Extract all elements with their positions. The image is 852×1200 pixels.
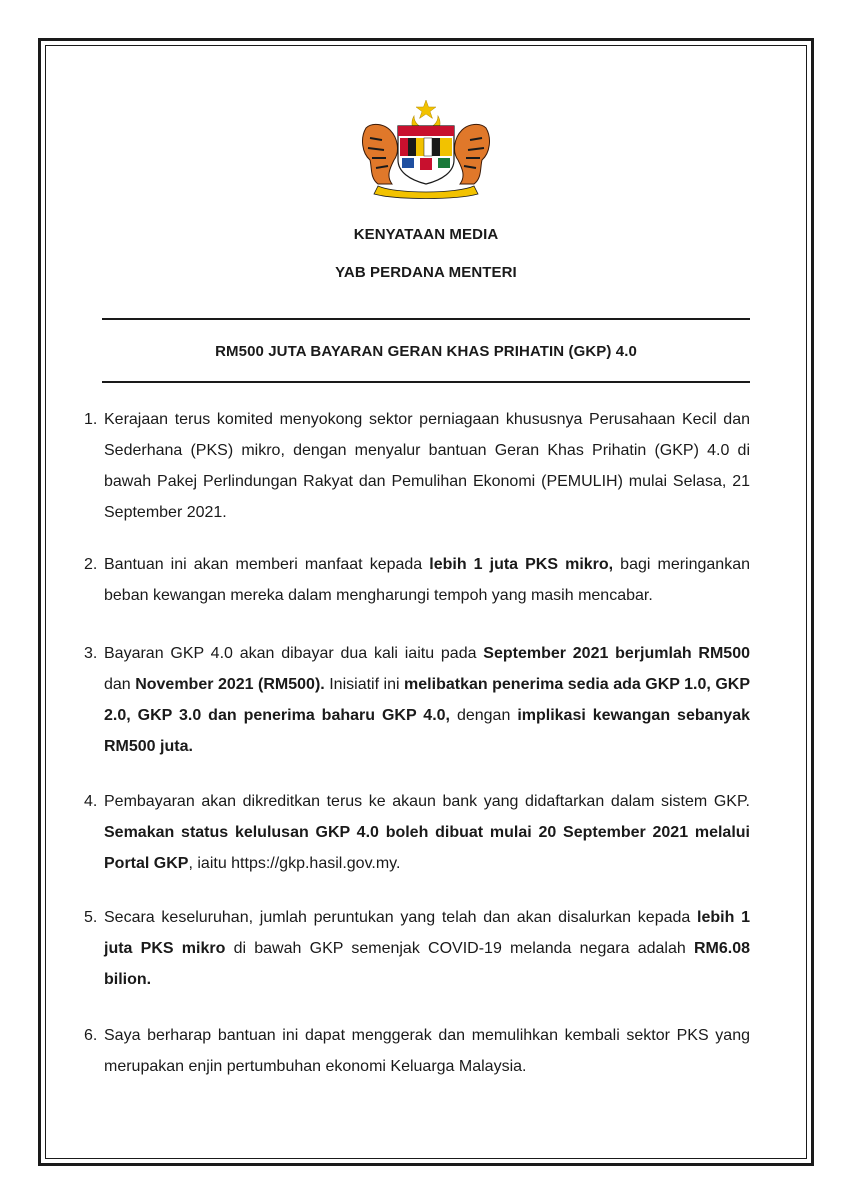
- paragraph-number: 6.: [84, 1027, 98, 1044]
- paragraph-text: Saya berharap bantuan ini dapat menggerak dan memulihkan kembali sektor PKS yang merupakan enjin pertumbuhan ekonomi Keluarga Malaysia.: [104, 1027, 750, 1075]
- document-subtitle: YAB PERDANA MENTERI: [335, 264, 517, 281]
- paragraph-number: 4.: [84, 793, 98, 810]
- paragraph-number: 3.: [84, 645, 98, 662]
- paragraph-6: [84, 1020, 750, 1082]
- headline: RM500 JUTA BAYARAN GERAN KHAS PRIHATIN (GKP) 4.0: [215, 343, 637, 360]
- paragraph-3: [84, 638, 750, 762]
- paragraph-text: Pembayaran akan dikreditkan terus ke akaun bank yang didaftarkan dalam sistem GKP. Semakan status kelulusan GKP 4.0 boleh dibuat mulai 20 September 2021 melalui Portal GKP, iaitu https://gkp.hasil.gov.my.: [104, 793, 750, 872]
- paragraph-number: 2.: [84, 556, 98, 573]
- paragraph-4: [84, 786, 750, 879]
- paragraph-number: 1.: [84, 411, 98, 428]
- paragraph-2: [84, 549, 750, 611]
- paragraph-text: Kerajaan terus komited menyokong sektor perniagaan khususnya Perusahaan Kecil dan Sederhana (PKS) mikro, dengan menyalur bantuan Geran Khas Prihatin (GKP) 4.0 di bawah Pakej Perlindungan Rakyat dan Pemulihan Ekonomi (PEMULIH) mulai Selasa, 21 September 2021.: [104, 411, 750, 521]
- paragraph-text: Bantuan ini akan memberi manfaat kepada lebih 1 juta PKS mikro, bagi meringankan beban kewangan mereka dalam mengharungi tempoh yang masih mencabar.: [104, 556, 750, 604]
- divider-top: [102, 318, 750, 320]
- paragraph-number: 5.: [84, 909, 98, 926]
- paragraph-text: Bayaran GKP 4.0 akan dibayar dua kali iaitu pada September 2021 berjumlah RM500 dan November 2021 (RM500). Inisiatif ini melibatkan penerima sedia ada GKP 1.0, GKP 2.0, GKP 3.0 dan penerima baharu GKP 4.0, dengan implikasi kewangan sebanyak RM500 juta.: [104, 645, 751, 755]
- malaysia-coat-of-arms-icon: [356, 98, 496, 200]
- divider-bottom: [102, 381, 750, 383]
- paragraph-text: Secara keseluruhan, jumlah peruntukan yang telah dan akan disalurkan kepada lebih 1 juta PKS mikro di bawah GKP semenjak COVID-19 melanda negara adalah RM6.08 bilion.: [104, 909, 750, 988]
- document-title: KENYATAAN MEDIA: [353, 226, 499, 243]
- paragraph-5: [84, 902, 750, 995]
- paragraph-1: [84, 404, 750, 528]
